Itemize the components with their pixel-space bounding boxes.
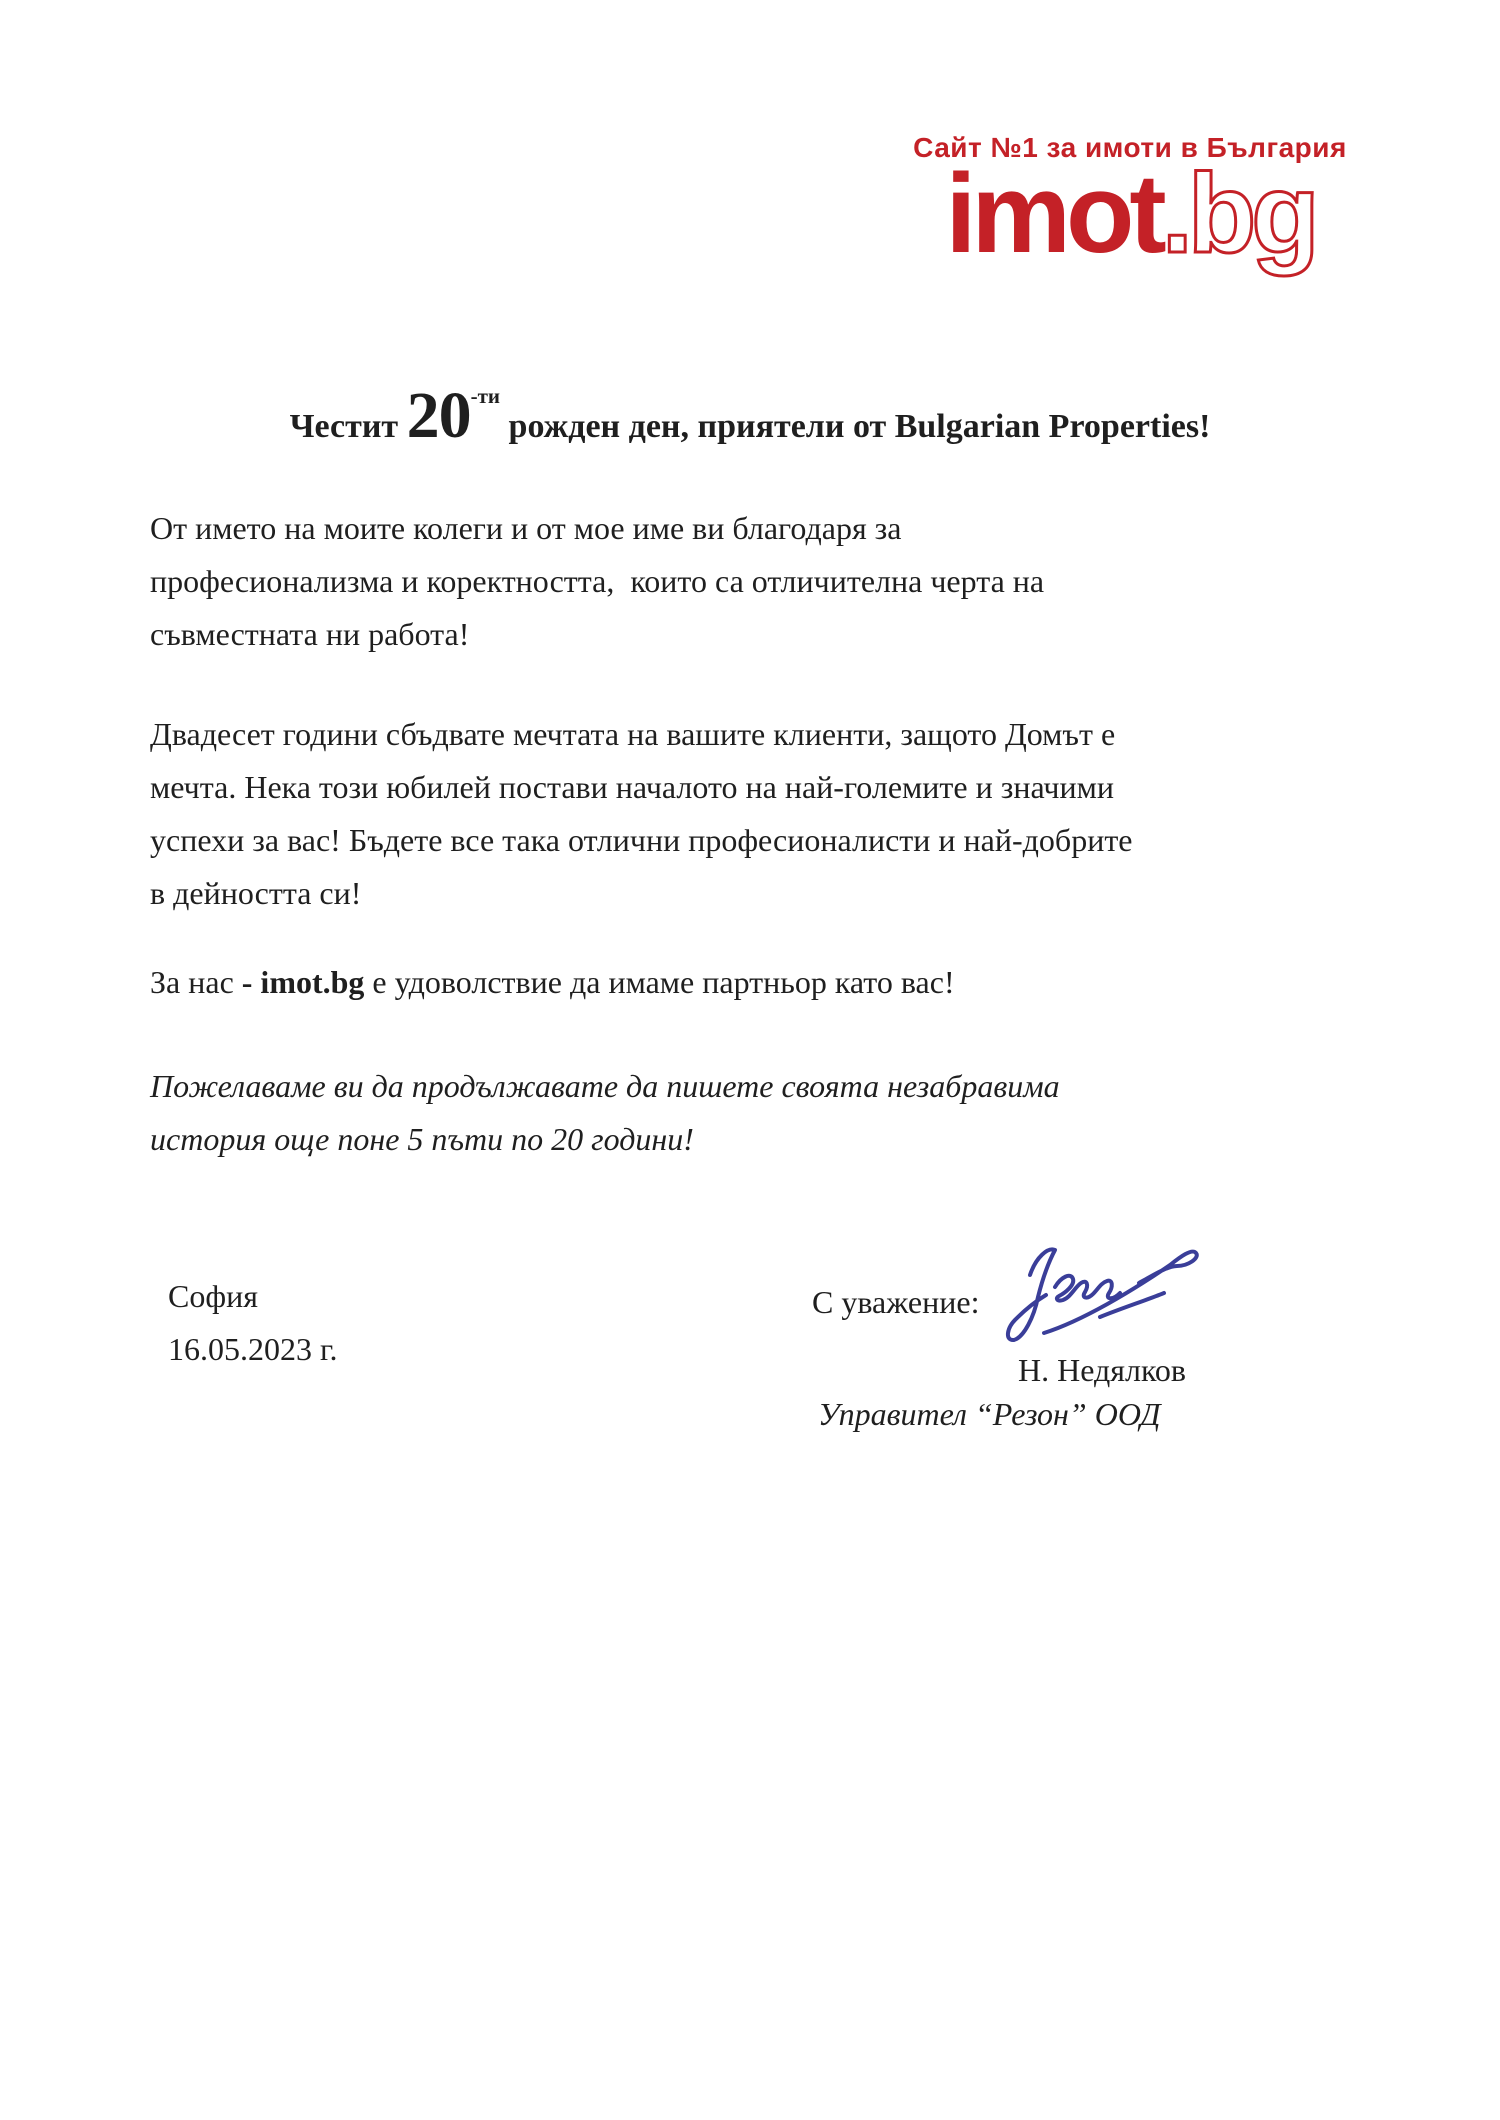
signature-stroke — [1055, 1276, 1120, 1301]
heading-rest: рожден ден, приятели от Bulgarian Properties! — [500, 408, 1211, 445]
logo-wordmark-filled: imot — [945, 151, 1162, 276]
letter-date: 16.05.2023 г. — [168, 1331, 338, 1367]
signature-stroke — [1008, 1249, 1055, 1340]
imot-bg-inline-bold: - imot.bg — [241, 964, 365, 1000]
paragraph-line: професионализма и коректността, които са отличителна черта на — [150, 563, 1045, 599]
paragraph-segment: е удоволствие да имаме партньор като вас! — [364, 964, 955, 1000]
paragraph-line: Двадесет години сбъдвате мечтата на вашите клиенти, защото Домът е — [150, 716, 1116, 752]
paragraph-line: съвместната ни работа! — [150, 616, 470, 652]
paragraph-line: От името на моите колеги и от мое име ви благодаря за — [150, 510, 902, 546]
closing-salutation: С уважение: — [812, 1284, 980, 1320]
heading-ordinal-suffix: -ти — [470, 384, 501, 408]
paragraph-line: Пожелаваме ви да продължавате да пишете своята незабравима — [150, 1068, 1060, 1104]
brand-tagline: Сайт №1 за имоти в България — [913, 132, 1347, 163]
imot-bg-logo — [905, 151, 1355, 276]
paragraph-line: история още поне 5 пъти по 20 години! — [150, 1121, 694, 1157]
heading-number: 20 — [406, 379, 471, 452]
handwritten-signature — [1000, 1235, 1210, 1350]
signer-title: Управител “Резон” ООД — [818, 1396, 1161, 1432]
paragraph-line: мечта. Нека този юбилей постави началото на най-големите и значими — [150, 769, 1114, 805]
letter-city: София — [168, 1278, 258, 1314]
paragraph-segment: За нас — [150, 964, 242, 1000]
paragraph-line: в дейността си! — [150, 875, 362, 911]
paragraph-wish-italic — [150, 1060, 1385, 1166]
paragraph-line: успехи за вас! Бъдете все така отлични професионалисти и най-добрите — [150, 822, 1133, 858]
paragraph-anniversary — [150, 708, 1385, 920]
paragraph-partner — [150, 956, 1385, 1009]
signer-name: Н. Недялков — [1018, 1352, 1186, 1388]
paragraph-thanks — [150, 502, 1385, 661]
logo-wordmark-outlined: .bg — [1161, 151, 1315, 276]
heading-prefix: Честит — [289, 408, 407, 445]
brand-block — [905, 132, 1355, 276]
letter-heading — [0, 378, 1500, 454]
